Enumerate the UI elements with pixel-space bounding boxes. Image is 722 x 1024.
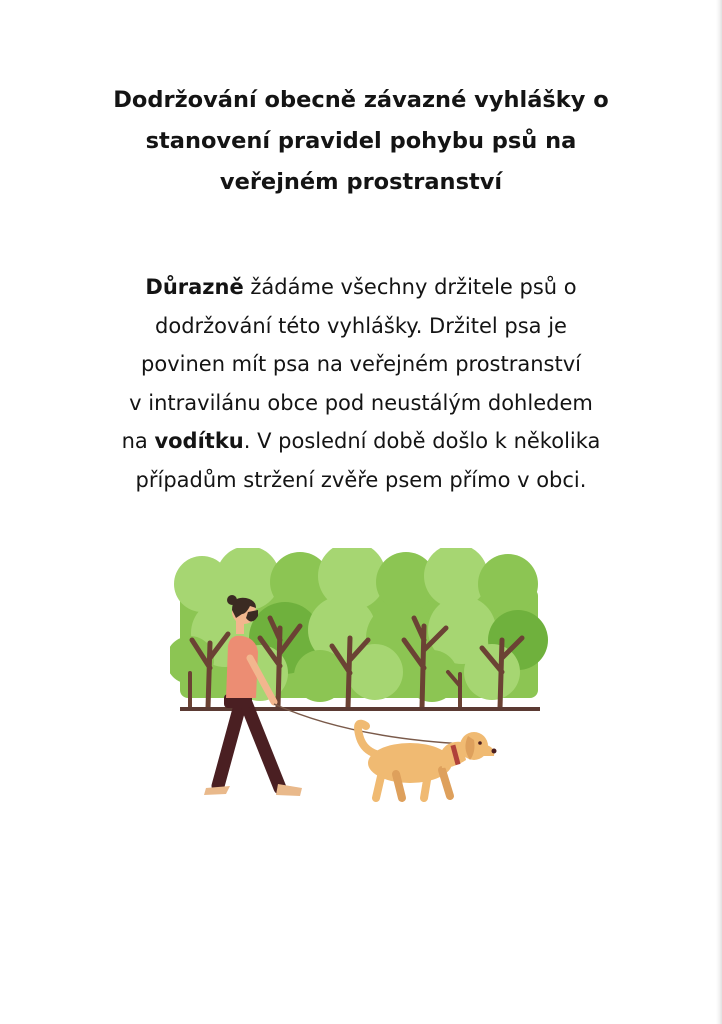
- emphasis-text: Důrazně: [145, 275, 244, 299]
- body-text: . V poslední době došlo k několika: [243, 429, 601, 453]
- emphasis-text: vodítku: [154, 429, 244, 453]
- body-line: [60, 268, 662, 307]
- page-edge-shadow: [716, 0, 722, 1024]
- title-line: veřejném prostranství: [219, 169, 503, 195]
- document-body: [60, 268, 662, 499]
- title-line: stanovení pravidel pohybu psů na: [145, 128, 577, 154]
- dog-walking-illustration: [170, 548, 550, 808]
- body-line: povinen mít psa na veřejném prostranství: [141, 352, 581, 376]
- body-text: na: [121, 429, 155, 453]
- body-line: [60, 422, 662, 461]
- tree-canopy: [170, 548, 548, 702]
- body-line: dodržování této vyhlášky. Držitel psa je: [155, 313, 567, 338]
- body-text: žádáme všechny držitele psů o: [243, 275, 577, 299]
- title-line: Dodržování obecně závazné vyhlášky o: [113, 87, 609, 113]
- body-line: v intravilánu obce pod neustálým dohledem: [129, 390, 593, 415]
- body-line: případům stržení zvěře psem přímo v obci.: [135, 467, 587, 492]
- document-title: [60, 80, 662, 203]
